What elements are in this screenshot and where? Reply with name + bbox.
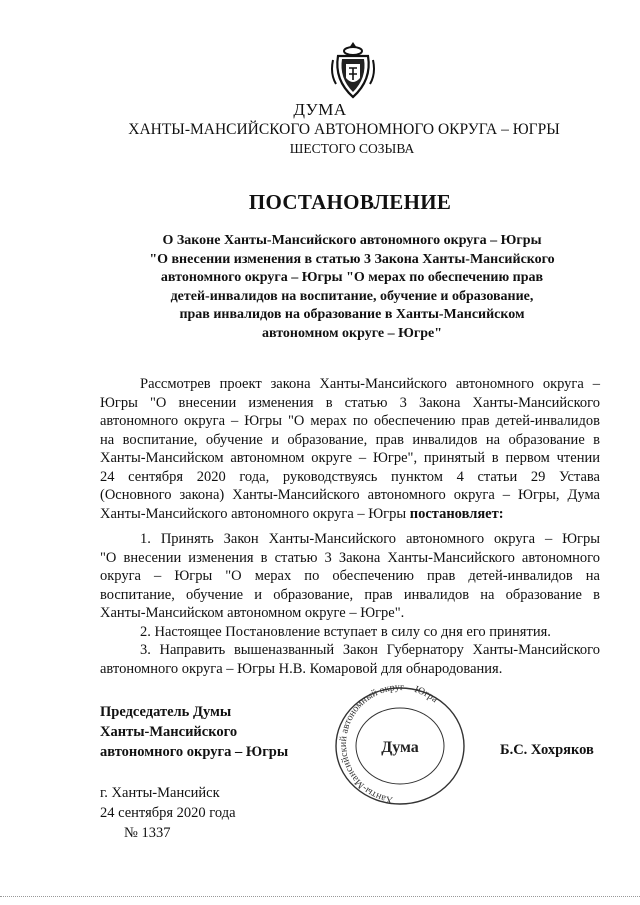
text-line: 2. Настоящее Постановление вступает в силу со дня его принятия.: [140, 623, 551, 640]
document-subject: [32, 232, 640, 343]
subject-line: "О внесении изменения в статью 3 Закона Ханты-Мансийского: [149, 251, 555, 267]
text-line: [100, 505, 600, 524]
resolution-verb: постановляет:: [409, 505, 504, 522]
resolution-items: [100, 530, 600, 678]
text-line: округа – Югры "О мерах по обеспечению прав детей-инвалидов на: [100, 568, 600, 584]
text-line: Ханты-Мансийском автономном округе – Югре".: [100, 605, 405, 621]
text-line: автономного округа – Югры Н.В. Комаровой для обнародования.: [100, 660, 503, 677]
text-line: 3. Направить вышеназванный Закон Губернатору Ханты-Мансийского: [140, 642, 600, 658]
subject-line: детей-инвалидов на воспитание, обучение и образование,: [170, 288, 534, 304]
org-name: ДУМА: [293, 100, 347, 119]
coat-of-arms-emblem: [330, 40, 376, 100]
seal-ring-text: Ханты-Мансийский автономный округ – Югра: [338, 681, 440, 806]
position-line: автономного округа – Югры: [100, 744, 289, 760]
region-name: ХАНТЫ-МАНСИЙСКОГО АВТОНОМНОГО ОКРУГА – ЮГРЫ: [128, 121, 560, 138]
text-line: (Основного закона) Ханты-Мансийского автономного округа – Югры, Дума: [100, 487, 600, 503]
text-segment: Ханты-Мансийского автономного округа – Югры: [100, 505, 407, 522]
text-line: "О внесении изменения в статью 3 Закона Ханты-Мансийского автономного: [100, 549, 600, 566]
page-edge-divider: [0, 896, 640, 897]
seal-center-text: Дума: [381, 739, 419, 756]
subject-line: автономного округа – Югры "О мерах по обеспечению прав: [160, 270, 544, 285]
text-line: на воспитание, обучение и образование, прав инвалидов на образование в: [100, 431, 600, 448]
text-line: Ханты-Мансийском автономном округе – Югре", принятый в первом чтении: [100, 450, 600, 466]
text-line: воспитание, обучение и образование, прав инвалидов на образование в: [100, 586, 600, 603]
convocation: ШЕСТОГО СОЗЫВА: [289, 141, 415, 156]
city: г. Ханты-Мансийск: [100, 785, 220, 801]
signatory-name: Б.С. Хохряков: [500, 742, 594, 758]
document-number: № 1337: [124, 825, 171, 841]
date: 24 сентября 2020 года: [100, 805, 236, 821]
document-type: ПОСТАНОВЛЕНИЕ: [248, 190, 452, 214]
position-line: Ханты-Мансийского: [100, 724, 238, 740]
position-line: Председатель Думы: [100, 704, 232, 720]
official-seal: [325, 680, 475, 812]
text-line: 1. Принять Закон Ханты-Мансийского автономного округа – Югры: [140, 531, 600, 547]
subject-line: прав инвалидов на образование в Ханты-Мансийском: [179, 307, 525, 322]
text-line: Югры "О внесении изменения в статью 3 Закона Ханты-Мансийского: [100, 394, 600, 411]
place-and-date: [100, 783, 236, 843]
text-line: Рассмотрев проект закона Ханты-Мансийского автономного округа –: [140, 376, 600, 392]
text-line: 24 сентября 2020 года, руководствуясь пунктом 4 статьи 29 Устава: [100, 468, 600, 485]
preamble-paragraph: [100, 375, 600, 523]
signatory-position: [100, 702, 288, 762]
subject-line: автономном округе – Югре": [261, 325, 443, 341]
subject-line: О Законе Ханты-Мансийского автономного округа – Югры: [162, 233, 542, 248]
text-line: автономного округа – Югры "О мерах по обеспечению прав детей-инвалидов: [100, 413, 600, 429]
